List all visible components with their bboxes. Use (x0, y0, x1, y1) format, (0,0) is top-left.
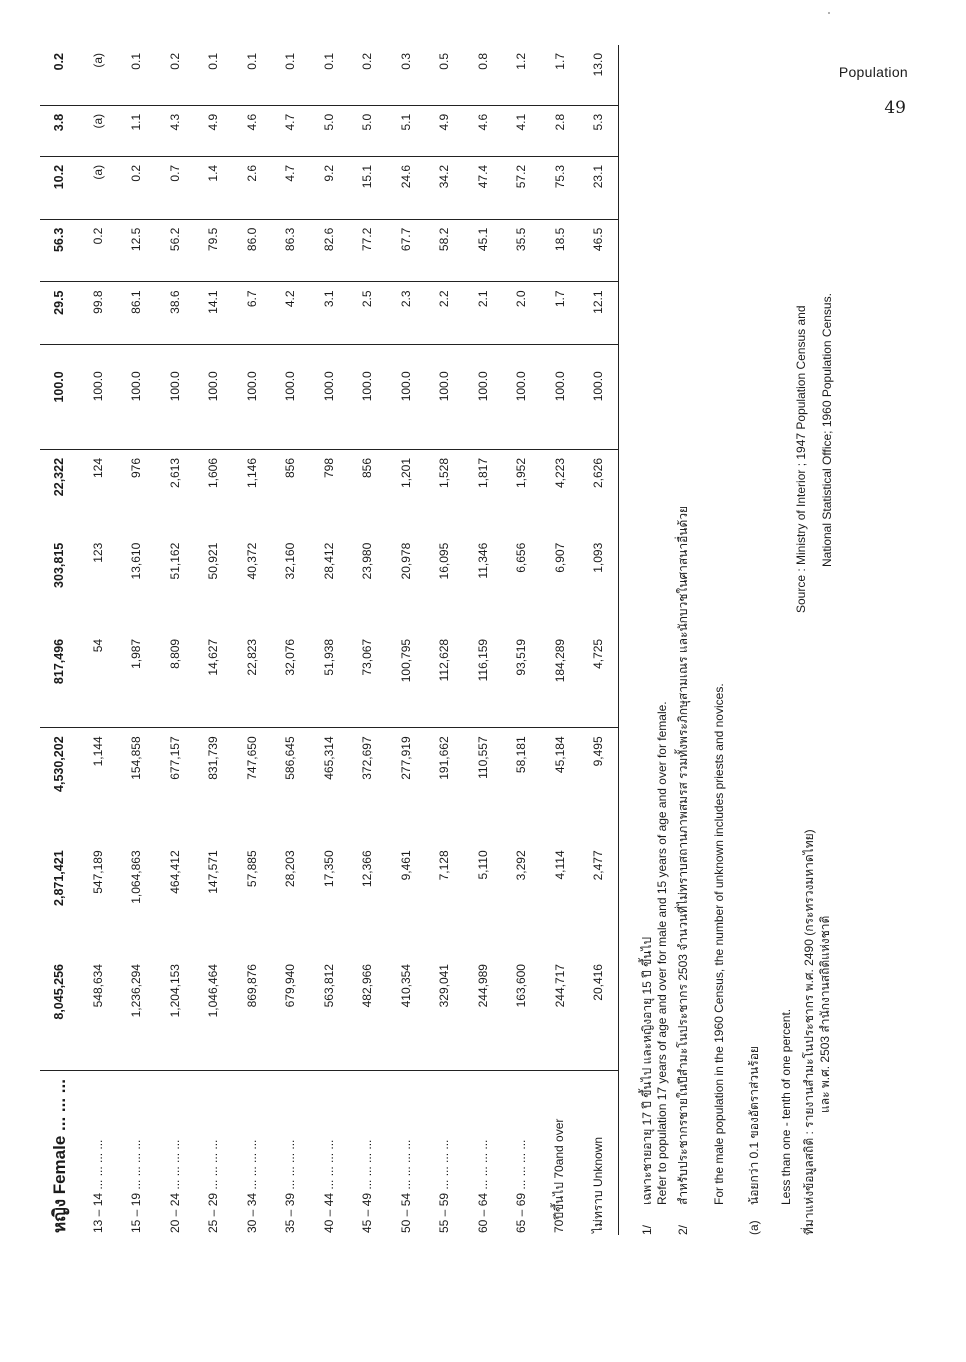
table-cell: 100.0 (425, 345, 464, 450)
row-label: 25 – 29 ... ... ... ... (194, 1071, 233, 1235)
table-cell: 46.5 (579, 219, 618, 282)
table-cell: 831,739 (194, 728, 233, 843)
table-cell: 58,181 (502, 728, 541, 843)
table-cell: 547,189 (90, 850, 105, 894)
table-row (425, 45, 464, 1235)
table-cell: 2.5 (348, 282, 387, 345)
table-cell: 1,201 (387, 449, 426, 534)
table-cell: 277,919 (387, 728, 426, 843)
table-cell: 1,528 (425, 449, 464, 534)
table-cell: 5.0 (348, 105, 387, 156)
table-cell: 4,223 (541, 449, 580, 534)
row-label: ไม่ทราบ Unknown (579, 1071, 618, 1235)
table-cell: 244,717 (552, 964, 567, 1008)
table-cell: 28,412 (321, 542, 336, 580)
table-cell: 23,980 (360, 542, 375, 580)
table-cell: 4.6 (233, 105, 272, 156)
table-cell: 372,697 (348, 728, 387, 843)
row-label: 15 – 19 ... ... ... ... (117, 1071, 156, 1235)
row-label: 55 – 59 ... ... ... ... (425, 1071, 464, 1235)
table-cell: 1,146 (233, 449, 272, 534)
table-cell: 38.6 (156, 282, 195, 345)
table-cell: 17,350 (321, 850, 336, 888)
table-cell: 3,292 (514, 850, 529, 881)
table-cell: 20,978 (398, 542, 413, 580)
table-cell: 93,519 (514, 638, 529, 676)
running-header-title: Population (838, 64, 908, 80)
table-cell: 0.1 (244, 53, 259, 70)
table-cell: (a) (90, 53, 105, 68)
table-cell: 22,322 (40, 449, 79, 534)
table-cell: 23.1 (579, 156, 618, 219)
table-cell: 58.2 (425, 219, 464, 282)
table-cell: 0.1 (129, 53, 144, 70)
table-cell: 147,571 (206, 850, 221, 894)
table-row (541, 45, 580, 1235)
row-label: หญิง Female ... ... ... (40, 1071, 79, 1235)
table-cell: 1.4 (194, 156, 233, 219)
table-cell: 5.1 (387, 105, 426, 156)
row-label: 30 – 34 ... ... ... ... (233, 1071, 272, 1235)
table-cell: 6,907 (552, 542, 567, 573)
female-population-table (40, 45, 619, 1235)
table-cell: 10.2 (40, 156, 79, 219)
table-cell: 4.1 (502, 105, 541, 156)
table-cell: 548,634 (90, 964, 105, 1008)
table-cell: 51,938 (321, 638, 336, 676)
table-cell: 40,372 (244, 542, 259, 580)
table-cell: 100.0 (40, 345, 79, 450)
table-cell: 0.2 (52, 53, 67, 71)
table-cell: 22,823 (244, 638, 259, 676)
table-cell: 1.7 (552, 53, 567, 70)
table-cell: 3.8 (40, 105, 79, 156)
table-cell: 12.5 (117, 219, 156, 282)
footnote-1-marker: 1/ (640, 1224, 654, 1235)
table-cell: 32,076 (283, 638, 298, 676)
table-cell: 57,885 (244, 850, 259, 888)
source-label-thai: ที่มาแห่งข้อมูลสถิติ : (802, 1131, 816, 1235)
table-cell: 82.6 (310, 219, 349, 282)
table-cell: 8,045,256 (52, 964, 67, 1020)
table-cell: 4.9 (194, 105, 233, 156)
table-cell: 8,809 (167, 638, 182, 669)
table-cell: 57.2 (502, 156, 541, 219)
table-cell: 29.5 (40, 282, 79, 345)
table-cell: 54 (90, 638, 105, 653)
table-cell: 5.3 (579, 105, 618, 156)
table-cell: 817,496 (52, 638, 67, 685)
table-cell: 464,412 (167, 850, 182, 894)
table-row (464, 45, 503, 1235)
table-cell: 329,041 (437, 964, 452, 1008)
table-cell: 100.0 (348, 345, 387, 450)
table-cell: 20,416 (579, 956, 618, 1071)
table-cell: 86.0 (233, 219, 272, 282)
table-cell: 0.2 (117, 156, 156, 219)
table-cell: 51,162 (167, 542, 182, 580)
table-cell: 99.8 (79, 282, 118, 345)
table-cell: 112,628 (437, 638, 452, 682)
table-cell: 86.3 (271, 219, 310, 282)
table-cell: 1,236,294 (129, 964, 144, 1018)
table-cell: 1.2 (514, 53, 529, 70)
table-cell: 6,656 (514, 542, 529, 573)
total-row (40, 45, 79, 1235)
footnote-1-thai: 1/เฉพาะชายอายุ 17 ปี ขึ้นไป และหญิงอายุ 15 ปี ขึ้นไป (640, 936, 654, 1235)
table-cell: 0.3 (398, 53, 413, 70)
footnote-a-english: Less than one - tenth of one percent. (779, 1008, 793, 1205)
table-cell: 124 (79, 449, 118, 534)
table-cell: 1,093 (579, 535, 618, 631)
table-cell: 13,610 (129, 542, 144, 580)
page-number: 49 (884, 98, 906, 118)
table-cell: 4,725 (579, 631, 618, 728)
table-cell: 0.1 (206, 53, 221, 70)
table-cell: 100.0 (233, 345, 272, 450)
table-cell: 586,645 (271, 728, 310, 843)
table-cell: 86.1 (117, 282, 156, 345)
table-cell: 67.7 (387, 219, 426, 282)
source-english-line-1: Source : Ministry of Interior ; 1947 Population Census and (794, 305, 808, 613)
table-cell: 110,557 (464, 728, 503, 843)
table-cell: 4.7 (271, 156, 310, 219)
table-cell: 679,940 (283, 964, 298, 1008)
table-cell: 0.1 (283, 53, 298, 70)
table-row (310, 45, 349, 1235)
table-cell: 1.7 (541, 282, 580, 345)
table-cell: 0.7 (156, 156, 195, 219)
table-cell: 100.0 (194, 345, 233, 450)
table-cell: 100,795 (398, 638, 413, 683)
table-cell: 2.2 (425, 282, 464, 345)
table-cell: 18.5 (541, 219, 580, 282)
table-row (117, 45, 156, 1235)
footnote-a-thai: (a)น้อยกว่า 0.1 ของอัตราส่วนร้อย (747, 1046, 761, 1235)
table-cell: 303,815 (52, 542, 67, 588)
table-cell: 73,067 (360, 638, 375, 676)
table-cell: 747,650 (233, 728, 272, 843)
table-cell: 13.0 (579, 45, 618, 105)
table-cell: 5,110 (475, 850, 490, 880)
footnote-2-english: For the male population in the 1960 Census, the number of unknown includes priests and novices. (712, 683, 726, 1205)
table-cell: 2.8 (541, 105, 580, 156)
table-cell: 677,157 (156, 728, 195, 843)
table-cell: 2,613 (156, 449, 195, 534)
table-cell: 1.1 (117, 105, 156, 156)
table-cell: 1,046,464 (206, 964, 221, 1018)
table-cell: 0.1 (321, 53, 336, 70)
table-cell: 100.0 (156, 345, 195, 450)
row-label: 70ปีขึ้นไป 70and over (541, 1071, 580, 1235)
table-cell: 465,314 (310, 728, 349, 843)
table-cell: 100.0 (502, 345, 541, 450)
table-cell: 2.0 (502, 282, 541, 345)
row-label: 45 – 49 ... ... ... ... (348, 1071, 387, 1235)
table-cell: 2.1 (464, 282, 503, 345)
table-row (79, 45, 118, 1235)
table-cell: 154,858 (117, 728, 156, 843)
table-row (271, 45, 310, 1235)
table-cell: 15.1 (348, 156, 387, 219)
scan-speck (828, 12, 830, 14)
table-cell: 56.2 (156, 219, 195, 282)
table-cell: 14,627 (206, 638, 221, 676)
table-cell: 1,817 (464, 449, 503, 534)
table-cell: 4.7 (271, 105, 310, 156)
row-label: 35 – 39 ... ... ... ... (271, 1071, 310, 1235)
table-cell: 12.1 (579, 282, 618, 345)
table-cell: 0.5 (437, 53, 452, 70)
table-cell: 5.0 (310, 105, 349, 156)
footnote-1-english: Refer to population 17 years of age and over for male and 15 years of age and over for female. (655, 701, 669, 1205)
table-cell: 2.3 (387, 282, 426, 345)
source-english-line-2: National Statistical Office; 1960 Population Census. (820, 293, 834, 567)
source-thai: ที่มาแห่งข้อมูลสถิติ : รายงานสำมะโนประชากร พ.ศ. 2490 (กระทรวงมหาดไทย) (802, 829, 816, 1235)
table-cell: 100.0 (310, 345, 349, 450)
table-row (579, 45, 618, 1235)
table-cell: 123 (90, 542, 105, 563)
table-cell: 856 (271, 449, 310, 534)
table-cell: 9.2 (310, 156, 349, 219)
table-row (194, 45, 233, 1235)
table-cell: 184,289 (552, 638, 567, 683)
table-cell: 75.3 (541, 156, 580, 219)
row-label: 40 – 44 ... ... ... ... (310, 1071, 349, 1235)
table-cell: 9,495 (579, 728, 618, 843)
table-cell: 32,160 (283, 542, 298, 580)
table-cell: 0.2 (360, 53, 375, 70)
table-cell: 1,064,863 (129, 850, 144, 904)
table-cell: 116,159 (475, 638, 490, 682)
table-cell: 1,204,153 (167, 964, 182, 1018)
source-thai-line-2: และ พ.ศ. 2503 สำนักงานสถิติแห่งชาติ (818, 915, 832, 1113)
table-cell: 100.0 (79, 345, 118, 450)
table-cell: 1,952 (502, 449, 541, 534)
table-cell: 3.1 (310, 282, 349, 345)
table-cell: 45,184 (541, 728, 580, 843)
table-cell: 35.5 (502, 219, 541, 282)
row-label: 13 – 14 ... ... ... ... (79, 1071, 118, 1235)
table-cell: 100.0 (541, 345, 580, 450)
table-cell: 856 (348, 449, 387, 534)
row-label: 60 – 64 ... ... ... ... (464, 1071, 503, 1235)
table-cell: 4,114 (552, 850, 567, 880)
table-cell: 191,662 (425, 728, 464, 843)
table-cell: 7,128 (437, 850, 452, 881)
table-cell: 4.2 (271, 282, 310, 345)
table-cell: 4,530,202 (40, 728, 79, 843)
table-cell: 100.0 (464, 345, 503, 450)
row-label: 50 – 54 ... ... ... ... (387, 1071, 426, 1235)
table-cell: 410,354 (398, 964, 413, 1008)
table-cell: 4.9 (425, 105, 464, 156)
table-cell: 16,095 (437, 542, 452, 580)
table-row (387, 45, 426, 1235)
table-cell: (a) (79, 156, 118, 219)
table-cell: 2,871,421 (52, 850, 67, 906)
table-cell: 563,812 (321, 964, 336, 1008)
table-cell: 1,144 (79, 728, 118, 843)
table-cell: 100.0 (387, 345, 426, 450)
table-cell: 2.6 (233, 156, 272, 219)
table-cell: 2,626 (579, 449, 618, 534)
table-cell: 1,606 (194, 449, 233, 534)
row-label: 65 – 69 ... ... ... ... (502, 1071, 541, 1235)
table-cell: 2,477 (579, 842, 618, 956)
table-cell: 100.0 (271, 345, 310, 450)
table-cell: 6.7 (233, 282, 272, 345)
table-row (348, 45, 387, 1235)
table-row (156, 45, 195, 1235)
table-cell: 14.1 (194, 282, 233, 345)
table-cell: 34.2 (425, 156, 464, 219)
row-label: 20 – 24 ... ... ... ... (156, 1071, 195, 1235)
table-cell: 869,876 (244, 964, 259, 1008)
table-cell: 50,921 (206, 542, 221, 580)
table-cell: 0.8 (475, 53, 490, 70)
table-cell: 4.6 (464, 105, 503, 156)
footnote-2-thai: 2/สำหรับประชากรชายในปีสำมะโนประชากร 2503 จำนวนที่ไม่ทราบสถานภาพสมรส รวมทั้งพระภิกษุสามเณร และนักบวชในศาสนาอื่นด้วย (676, 505, 690, 1235)
table-cell: 798 (310, 449, 349, 534)
table-cell: 976 (117, 449, 156, 534)
table-cell: 4.3 (156, 105, 195, 156)
footnote-a-marker: (a) (747, 1220, 761, 1235)
table-cell: (a) (79, 105, 118, 156)
table-cell: 24.6 (387, 156, 426, 219)
table-cell: 482,966 (360, 964, 375, 1008)
table-cell: 0.2 (79, 219, 118, 282)
table-row (233, 45, 272, 1235)
table-cell: 100.0 (117, 345, 156, 450)
table-cell: 1,987 (129, 638, 144, 669)
table-cell: 47.4 (464, 156, 503, 219)
table-cell: 9,461 (398, 850, 413, 881)
table-cell: 12,366 (360, 850, 375, 888)
footnote-2-marker: 2/ (676, 1224, 690, 1235)
table-cell: 28,203 (283, 850, 298, 888)
table-cell: 244,989 (475, 964, 490, 1008)
table-cell: 11,346 (475, 542, 490, 579)
table-cell: 100.0 (579, 345, 618, 450)
table-cell: 77.2 (348, 219, 387, 282)
table-row (502, 45, 541, 1235)
table-cell: 163,600 (514, 964, 529, 1008)
rotated-table-page (40, 45, 834, 1235)
table-cell: 45.1 (464, 219, 503, 282)
table-cell: 56.3 (40, 219, 79, 282)
table-cell: 79.5 (194, 219, 233, 282)
table-cell: 0.2 (167, 53, 182, 70)
